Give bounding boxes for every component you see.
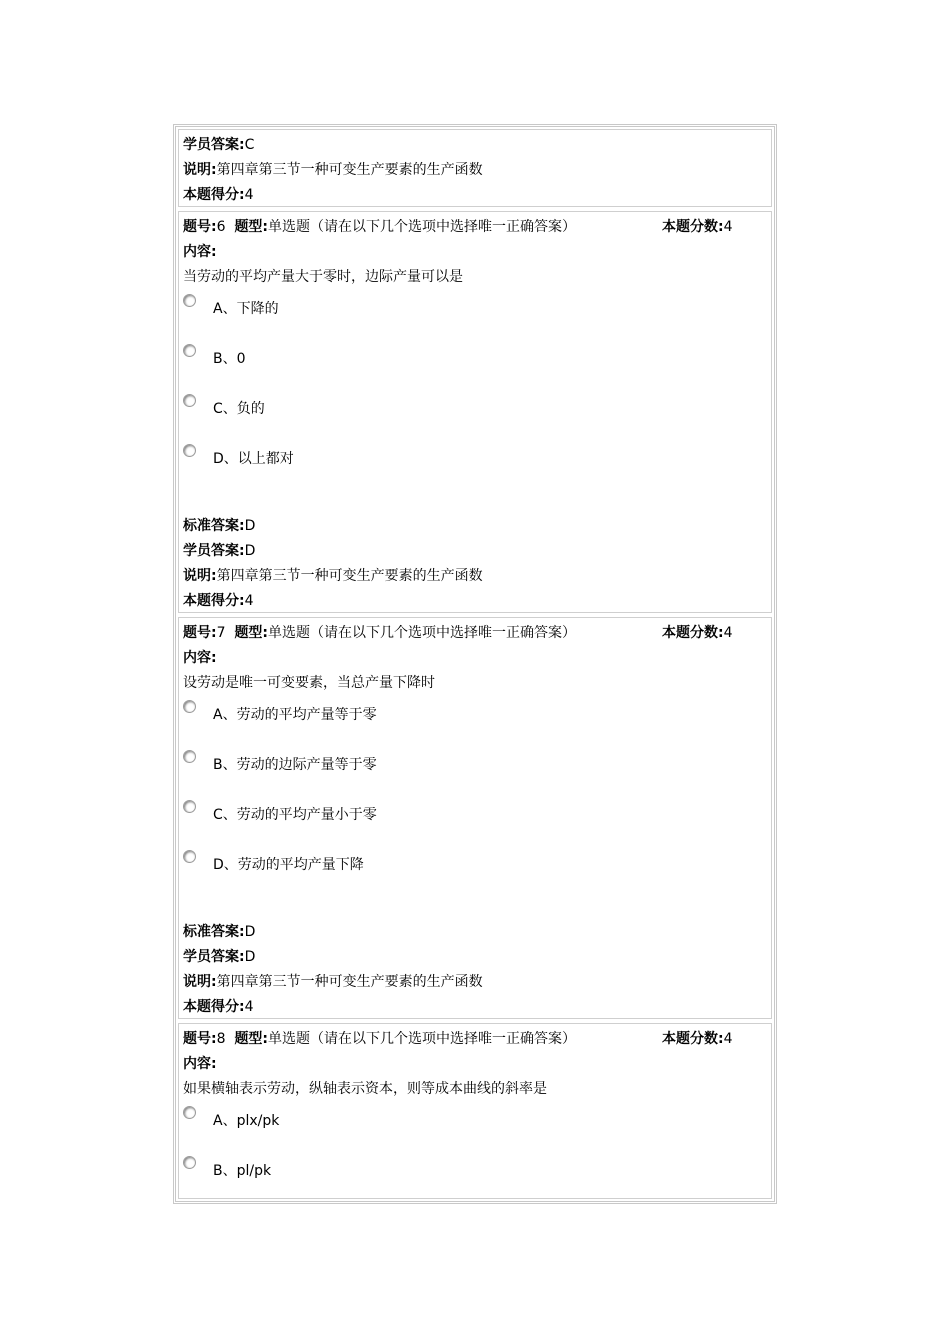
radio-icon[interactable]: [183, 700, 196, 713]
question-5-tail: [178, 129, 772, 207]
question-number: 8: [216, 1031, 226, 1047]
radio-icon[interactable]: [183, 1156, 196, 1169]
question-block: [178, 1023, 772, 1199]
question-type: 单选题（请在以下几个选项中选择唯一正确答案）: [268, 625, 577, 641]
question-number-label: 题号:: [183, 219, 217, 235]
question-type-label: 题型:: [234, 625, 269, 641]
question-text: 设劳动是唯一可变要素，当总产量下降时: [183, 675, 435, 691]
note-value: 第四章第三节一种可变生产要素的生产函数: [216, 162, 483, 178]
student-answer-label: 学员答案:: [183, 949, 245, 965]
question-score: [662, 219, 733, 235]
standard-answer-value: D: [244, 924, 256, 940]
standard-answer-label: 标准答案:: [183, 518, 245, 534]
option-label: B、0: [213, 351, 246, 367]
option-label: C、负的: [213, 401, 265, 417]
option-label: D、劳动的平均产量下降: [213, 857, 364, 873]
option-label: C、劳动的平均产量小于零: [213, 807, 377, 823]
content-label: 内容:: [183, 650, 217, 666]
item-score-label: 本题得分:: [183, 593, 245, 609]
question-number: 6: [216, 219, 226, 235]
note-row: [183, 568, 483, 584]
question-score-label: 本题分数:: [662, 219, 724, 235]
option-label: A、plx/pk: [213, 1113, 280, 1129]
note-row: [183, 974, 483, 990]
student-answer-value: C: [244, 137, 255, 153]
question-number-label: 题号:: [183, 625, 217, 641]
student-answer-value: D: [244, 543, 256, 559]
option-label: A、下降的: [213, 301, 279, 317]
question-header: [183, 1031, 576, 1047]
question-header: [183, 625, 576, 641]
note-value: 第四章第三节一种可变生产要素的生产函数: [216, 974, 483, 990]
note-label: 说明:: [183, 974, 217, 990]
question-score: [662, 625, 733, 641]
student-answer-row: [183, 543, 255, 559]
student-answer-label: 学员答案:: [183, 543, 245, 559]
question-score-label: 本题分数:: [662, 1031, 724, 1047]
item-score-row: [183, 593, 254, 609]
student-answer-row: [183, 949, 255, 965]
question-number: 7: [216, 625, 226, 641]
student-answer-row: [183, 137, 254, 153]
question-text: 当劳动的平均产量大于零时，边际产量可以是: [183, 269, 463, 285]
standard-answer-value: D: [244, 518, 256, 534]
item-score-label: 本题得分:: [183, 187, 245, 203]
option-label: B、pl/pk: [213, 1163, 272, 1179]
question-type-label: 题型:: [234, 219, 269, 235]
item-score-value: 4: [244, 593, 254, 609]
radio-icon[interactable]: [183, 444, 196, 457]
question-score: [662, 1031, 733, 1047]
standard-answer-row: [183, 924, 255, 940]
student-answer-value: D: [244, 949, 256, 965]
question-text: 如果横轴表示劳动，纵轴表示资本，则等成本曲线的斜率是: [183, 1081, 547, 1097]
item-score-value: 4: [244, 187, 254, 203]
option-label: A、劳动的平均产量等于零: [213, 707, 377, 723]
question-score-value: 4: [723, 1031, 733, 1047]
question-type-label: 题型:: [234, 1031, 269, 1047]
question-number-label: 题号:: [183, 1031, 217, 1047]
item-score-label: 本题得分:: [183, 999, 245, 1015]
radio-icon[interactable]: [183, 294, 196, 307]
item-score-value: 4: [244, 999, 254, 1015]
question-score-value: 4: [723, 219, 733, 235]
item-score-row: [183, 187, 254, 203]
content-label: 内容:: [183, 1056, 217, 1072]
radio-icon[interactable]: [183, 800, 196, 813]
content-label: 内容:: [183, 244, 217, 260]
option-label: D、以上都对: [213, 451, 294, 467]
student-answer-label: 学员答案:: [183, 137, 245, 153]
radio-icon[interactable]: [183, 394, 196, 407]
radio-icon[interactable]: [183, 850, 196, 863]
question-score-label: 本题分数:: [662, 625, 724, 641]
question-header: [183, 219, 576, 235]
radio-icon[interactable]: [183, 1106, 196, 1119]
note-label: 说明:: [183, 568, 217, 584]
question-score-value: 4: [723, 625, 733, 641]
standard-answer-label: 标准答案:: [183, 924, 245, 940]
note-label: 说明:: [183, 162, 217, 178]
note-row: [183, 162, 483, 178]
question-block: [178, 617, 772, 1019]
note-value: 第四章第三节一种可变生产要素的生产函数: [216, 568, 483, 584]
radio-icon[interactable]: [183, 750, 196, 763]
option-label: B、劳动的边际产量等于零: [213, 757, 377, 773]
standard-answer-row: [183, 518, 255, 534]
quiz-results-table: [173, 124, 777, 1204]
question-type: 单选题（请在以下几个选项中选择唯一正确答案）: [268, 1031, 577, 1047]
question-block: [178, 211, 772, 613]
radio-icon[interactable]: [183, 344, 196, 357]
item-score-row: [183, 999, 254, 1015]
question-type: 单选题（请在以下几个选项中选择唯一正确答案）: [268, 219, 577, 235]
